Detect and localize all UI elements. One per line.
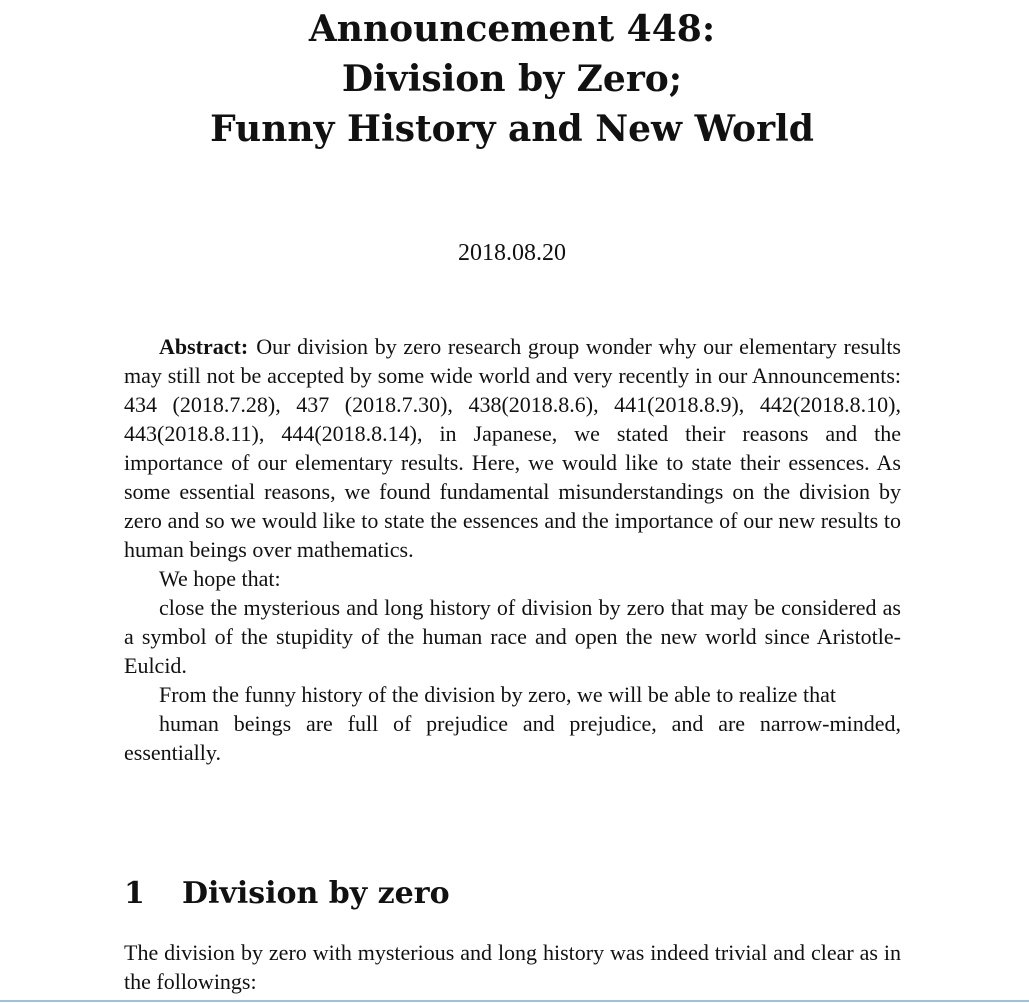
section-title: Division by zero (182, 876, 450, 911)
title-line-1: Announcement 448: (308, 8, 716, 50)
abstract-paragraph-5: human beings are full of prejudice and prejudice, and are narrow-minded, essentially. (124, 711, 901, 765)
abstract-paragraph-1 (124, 332, 901, 564)
document-date: 2018.08.20 (458, 240, 566, 266)
abstract-paragraph-4: From the funny history of the division by zero, we will be able to realize that (159, 682, 836, 707)
abstract (124, 332, 901, 767)
abstract-text-1: Our division by zero research group wonder why our elementary results may still not be accepted by some wide world and very recently in our Announcements: 434 (2018.7.28), 437 (2018.7.30), 438(2018.8.6), 441(2018.8.9), 442(2018.8.10), 443(2018.8.11), 444(2018.8.14), in Japanese, we stated their reasons and the importance of our elementary results. Here, we would like to state their essences. As some essential reasons, we found fundamental misunderstandings on the division by zero and so we would like to state the essences and the importance of our new results to human beings over mathematics. (124, 334, 901, 562)
page-bottom-rule (0, 1000, 1029, 1002)
abstract-label: Abstract: (159, 334, 249, 359)
abstract-paragraph-3: close the mysterious and long history of division by zero that may be considered as a symbol of the stupidity of the human race and open the new world since Aristotle-Eulcid. (124, 595, 901, 678)
section-heading (124, 872, 901, 916)
title-line-3: Funny History and New World (210, 108, 814, 150)
title-line-2: Division by Zero; (341, 58, 683, 100)
abstract-paragraph-2: We hope that: (159, 566, 281, 591)
section-number: 1 (124, 876, 145, 911)
document-title (0, 4, 1024, 154)
section-body: The division by zero with mysterious and long history was indeed trivial and clear as in the followings: (124, 940, 901, 994)
